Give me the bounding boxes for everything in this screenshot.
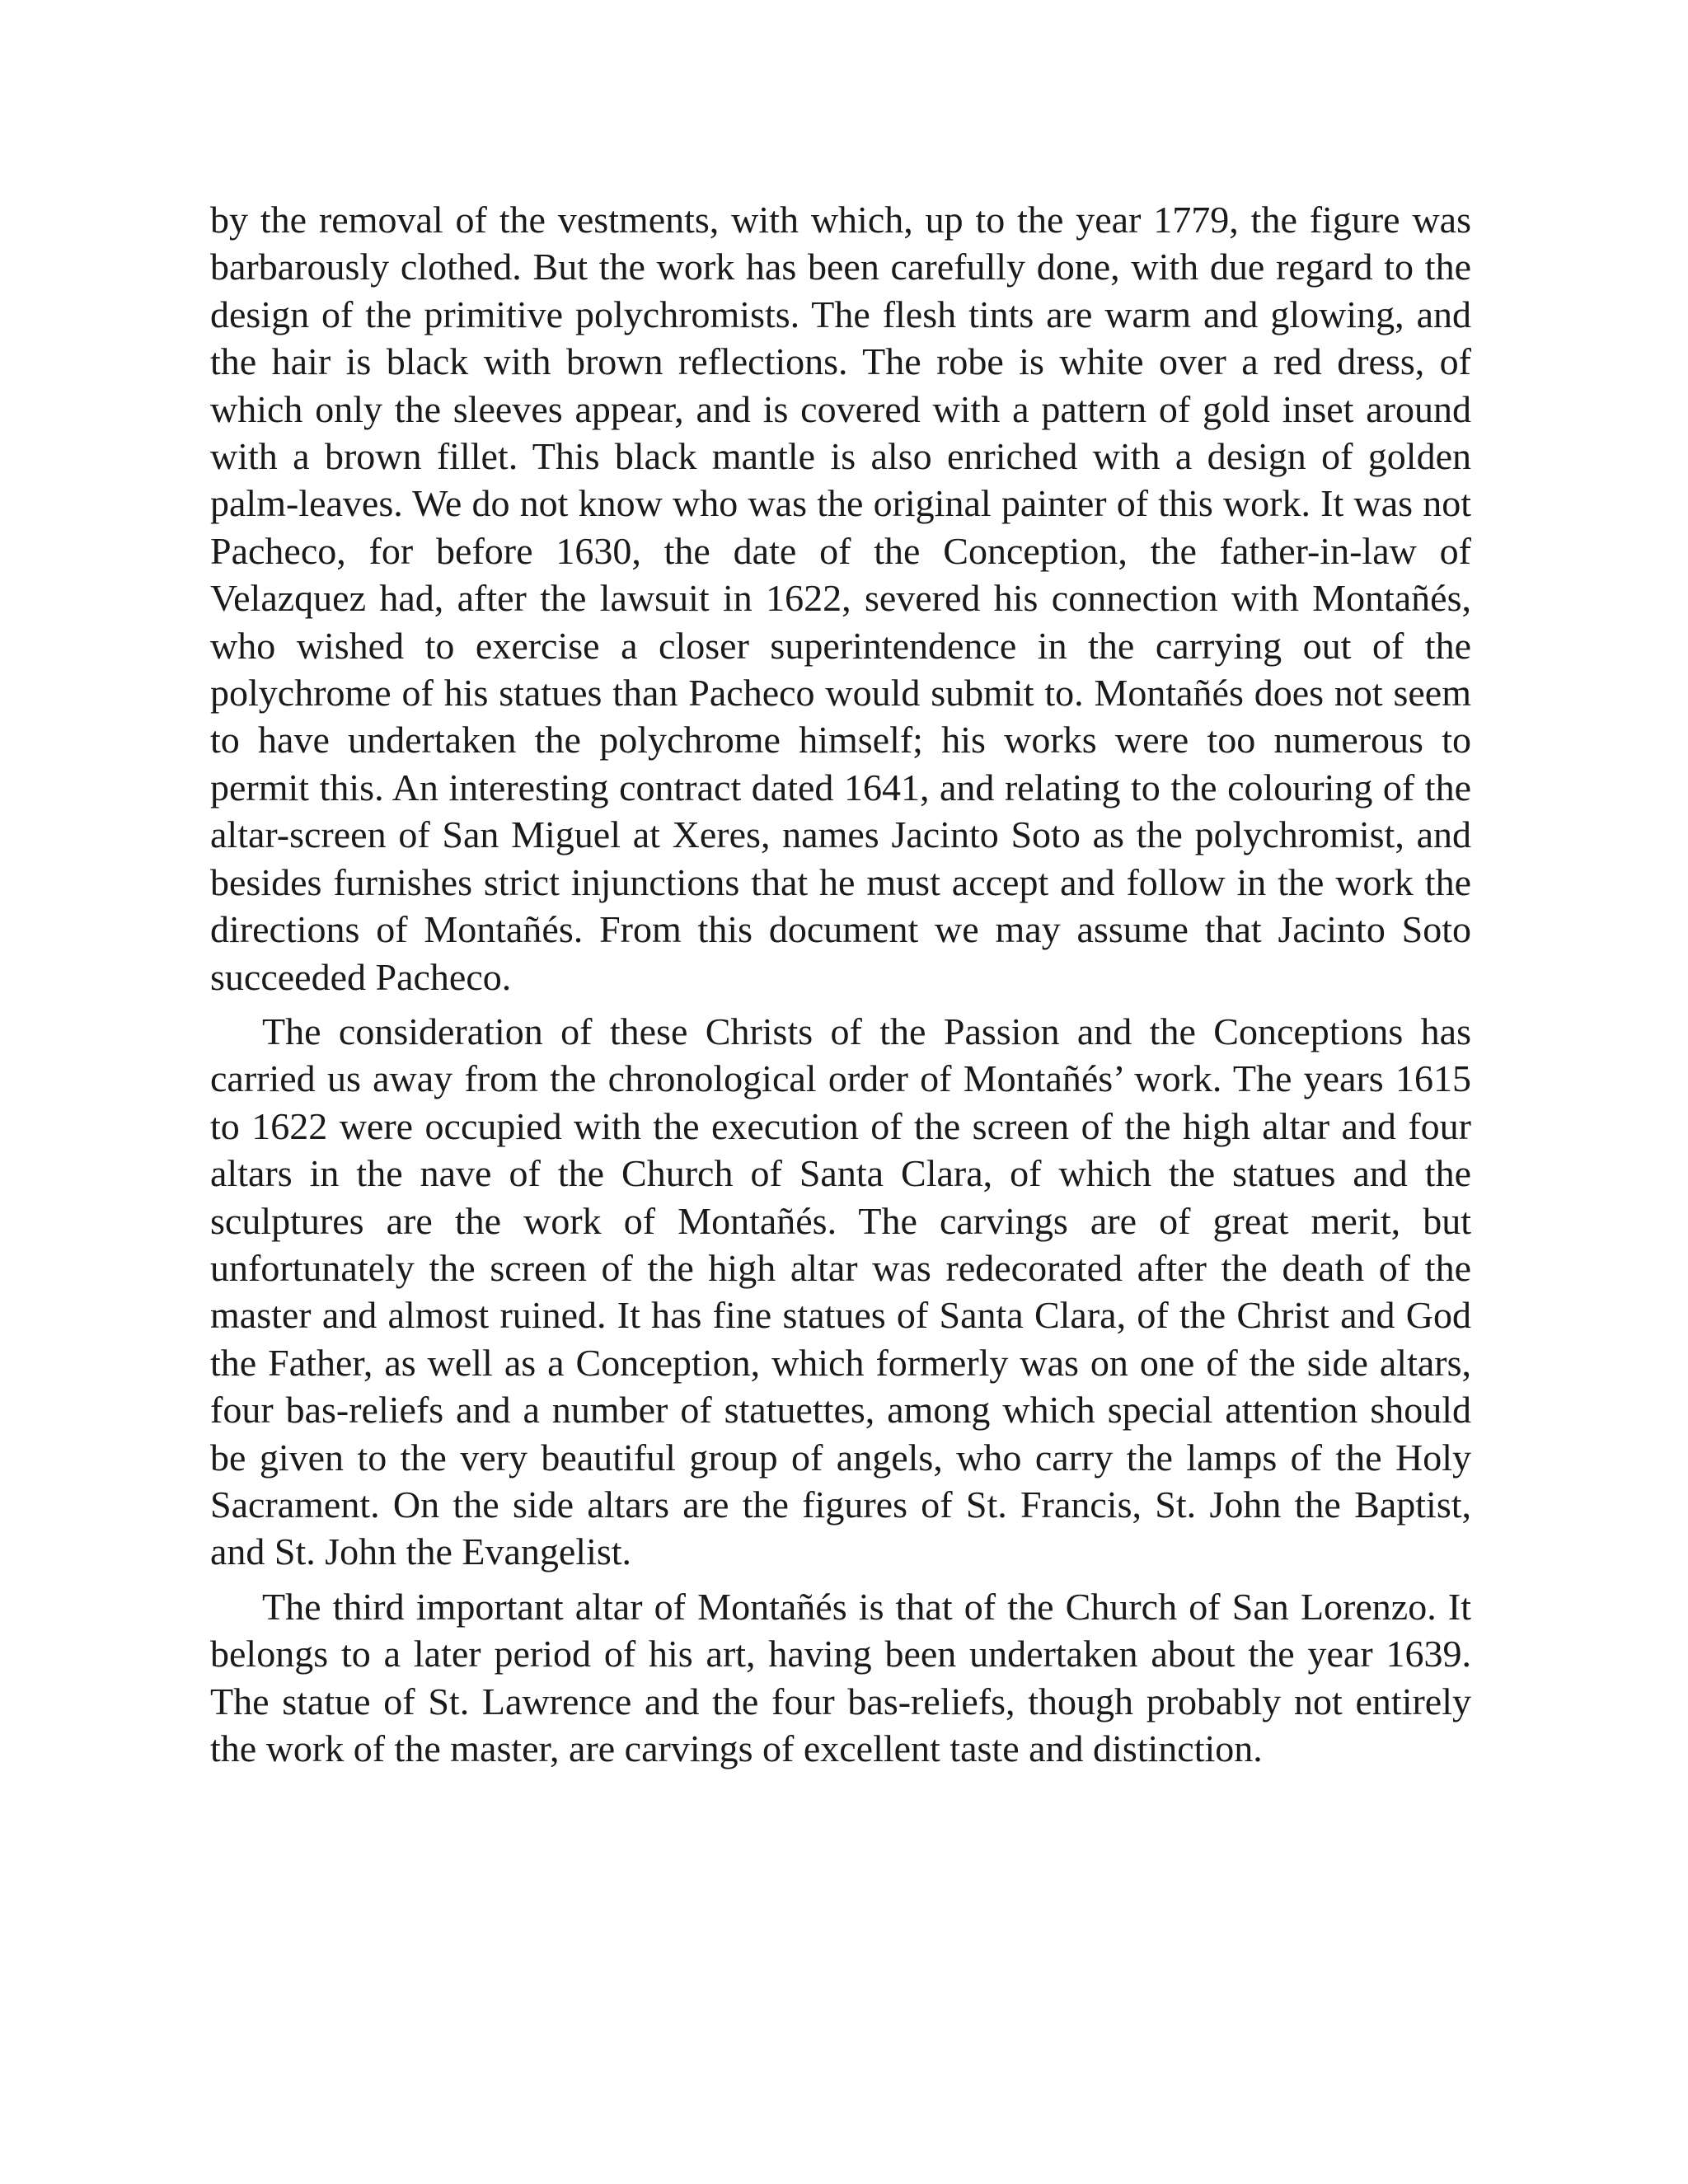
paragraph-3: The third important altar of Montañés is that of the Church of San Lorenzo. It belongs to a later period of his art, having been undertaken about the year 1639. The statue of St. Lawrence and the four bas-reliefs, though probably not entirely the work of the master, are carvings of excellent taste and distinction. [210,1585,1471,1769]
paragraph-1: by the removal of the vestments, with which, up to the year 1779, the figure was barbarously clothed. But the work has been carefully done, with due regard to the design of the primitive polychromists. The flesh tints are warm and glowing, and the hair is black with brown reflections. The robe is white over a red dress, of which only the sleeves appear, and is covered with a pattern of gold inset around with a brown fillet. This black mantle is also enriched with a design of golden palm-leaves. We do not know who was the original painter of this work. It was not Pacheco, for before 1630, the date of the Conception, the father-in-law of Velazquez had, after the lawsuit in 1622, severed his connection with Montañés, who wished to exercise a closer superintendence in the carrying out of the polychrome of his statues than Pacheco would submit to. Montañés does not seem to have undertaken the polychrome himself; his works were too numerous to permit this. An interesting contract dated 1641, and relating to the colouring of the altar-screen of San Miguel at Xeres, names Jacinto Soto as the polychromist, and besides furnishes strict injunctions that he must accept and follow in the work the directions of Montañés. From this document we may assume that Jacinto Soto succeeded Pacheco. [210,199,1471,998]
paragraph-2: The consideration of these Christs of the Passion and the Conceptions has carried us away from the chronological order of Montañés’ work. The years 1615 to 1622 were occupied with the execution of the screen of the high altar and four altars in the nave of the Church of Santa Clara, of which the statues and the sculptures are the work of Montañés. The carvings are of great merit, but unfortunately the screen of the high altar was redecorated after the death of the master and almost ruined. It has fine statues of Santa Clara, of the Christ and God the Father, as well as a Conception, which formerly was on one of the side altars, four bas-reliefs and a number of statuettes, among which special attention should be given to the very beautiful group of angels, who carry the lamps of the Holy Sacrament. On the side altars are the figures of St. Francis, St. John the Baptist, and St. John the Evangelist. [210,1010,1471,1573]
body-text [210,196,1471,1772]
